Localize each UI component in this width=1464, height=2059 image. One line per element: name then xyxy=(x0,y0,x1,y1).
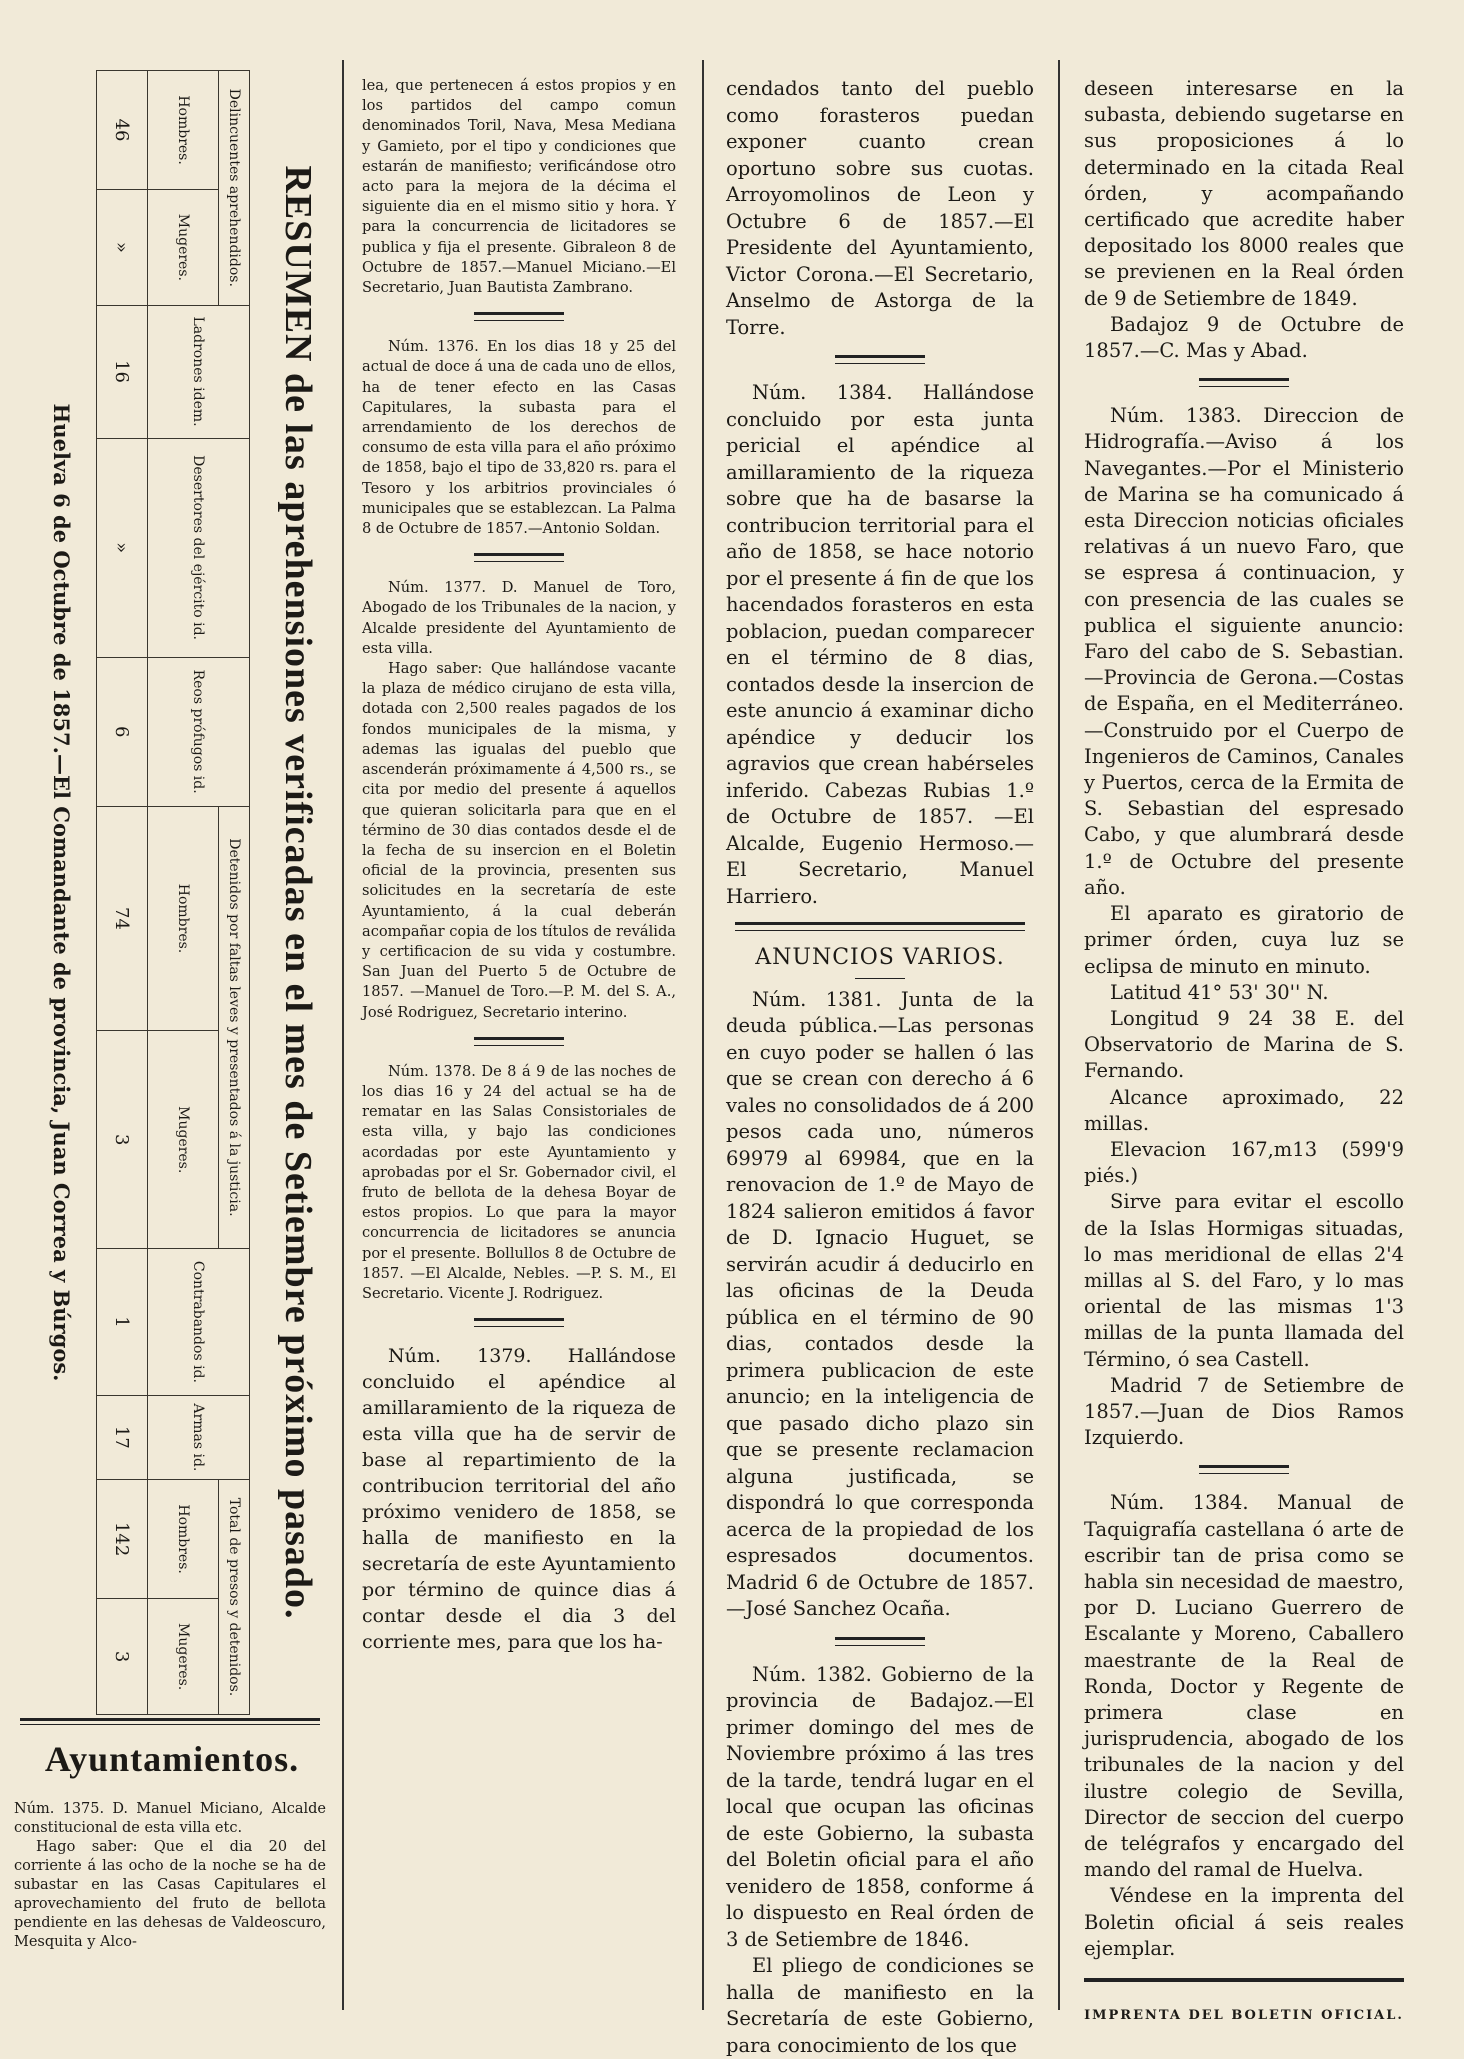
col-header: Contrabandos id. xyxy=(148,1249,250,1396)
notice-1382-end: deseen interesarse en la subasta, debiendo sugetarse en sus proposiciones á lo determinado en la citada Real órden, y acompañando certificado que acredite haber depositado los 8000 reales que se previenen en la Real órden de 9 de Setiembre de 1849. xyxy=(1084,77,1404,310)
faro-latitud: Latitud 41° 53' 30'' N. xyxy=(1110,980,1329,1004)
col-header: Hombres. xyxy=(148,1479,219,1598)
divider xyxy=(1199,1465,1289,1474)
divider xyxy=(474,553,564,562)
value-cell: 3 xyxy=(97,1031,148,1249)
value-cell: 6 xyxy=(97,657,148,806)
notice-1382: Núm. 1382. Gobierno de la provincia de Badajoz.—El primer domingo del mes de Noviembre próximo á las tres de la tarde, tendrá lugar en el local que ocupan las oficinas de este Gobierno, la subasta del Boletin oficial para el año venidero de 1858, conforme á lo dispuesto en Real órden de 3 de Setiembre de 1846. xyxy=(726,1662,1034,1951)
notice-1377-header: Núm. 1377. D. Manuel de Toro, Abogado de los Tribunales de la nacion, y Alcalde presidente del Ayuntamiento de esta villa. xyxy=(362,579,676,657)
notice-1384-venta: Véndese en la imprenta del Boletin oficial á seis reales ejemplar. xyxy=(1084,1884,1404,1960)
value-cell: 16 xyxy=(97,305,148,438)
column-separator xyxy=(1058,60,1060,2010)
column-2 xyxy=(362,76,676,1655)
col-header: Armas id. xyxy=(148,1395,250,1479)
divider xyxy=(474,312,564,321)
divider xyxy=(20,1718,320,1725)
faro-longitud: Longitud 9 24 38 E. del Observatorio de Marina de S. Fernando. xyxy=(1084,1006,1404,1083)
value-cell: 46 xyxy=(97,71,148,190)
col-header: Hombres. xyxy=(148,71,219,190)
col-header: Desertores del ejército id. xyxy=(148,438,250,657)
imprenta-footer: IMPRENTA DEL BOLETIN OFICIAL. xyxy=(1084,2008,1404,2023)
group-total: Total de presos y detenidos. xyxy=(219,1479,250,1714)
group-detenidos: Detenidos por faltas leves y presentados á la justicia. xyxy=(219,806,250,1248)
ayuntamientos-heading: Ayuntamientos. xyxy=(44,1739,300,1779)
divider xyxy=(835,355,925,364)
column-1 xyxy=(12,70,328,2030)
faro-aparato: El aparato es giratorio de primer órden, cuya luz se eclipsa de minuto en minuto. xyxy=(1084,902,1404,978)
divider xyxy=(855,978,905,979)
notice-1377-body: Hago saber: Que hallándose vacante la plaza de médico cirujano de esta villa, dotada con 2,500 reales pagados de los fondos municipales de la misma, y ademas las igualas del pueblo que ascenderán próximamente á 4,500 rs., se cita por medio del presente á aquellos que quieran solicitarla para que en el término de 30 dias contados desde el de la fecha de su insercion en el Boletin oficial de la provincia, presenten sus solicitudes en la secretaría de este Ayuntamiento, á la cual deberán acompañar copia de los títulos de reválida y certificacion de su vida y costumbre. San Juan del Puerto 5 de Octubre de 1857. —Manuel de Toro.—P. M. del S. A., José Rodriguez, Secretario interino. xyxy=(362,660,676,1021)
notice-1375-header: Núm. 1375. D. Manuel Miciano, Alcalde constitucional de esta villa etc. xyxy=(14,1801,326,1836)
faro-sirve: Sirve para evitar el escollo de la Islas Hormigas situadas, lo mas meridional de ellas 2'4 millas al S. del Faro, y lo mas oriental de las mismas 1'3 millas de la punta llamada del Término, ó sea Castell. xyxy=(1084,1190,1404,1371)
resumen-title: RESUMEN de las aprehensiones verificadas en el mes de Setiembre próximo pasado. xyxy=(277,165,319,1620)
resumen-rotated-block xyxy=(12,70,328,1715)
faro-alcance: Alcance aproximado, 22 millas. xyxy=(1084,1085,1404,1135)
col-header: Reos prófugos id. xyxy=(148,657,250,806)
column-separator xyxy=(702,60,704,2010)
notice-1379: Núm. 1379. Hallándose concluido el apéndice al amillaramiento de la riqueza de esta villa que ha de servir de base al repartimiento de la contribucion territorial del año próximo venidero de 1858, se halla de manifiesto en la secretaría de este Ayuntamiento por término de quince dias á contar desde el dia 3 del corriente mes, para que los ha- xyxy=(362,1345,676,1654)
notice-1383-signature: Madrid 7 de Setiembre de 1857.—Juan de Dios Ramos Izquierdo. xyxy=(1084,1373,1404,1450)
notice-1378: Núm. 1378. De 8 á 9 de las noches de los dias 16 y 24 del actual se ha de rematar en las Salas Consistoriales de esta villa, y bajo las condiciones acordadas por este Ayuntamiento y aprobadas por el Sr. Gobernador civil, el fruto de bellota de la dehesa Boyar de estos propios. Lo que para la mayor concurrencia de licitadores se anuncia por el presente. Bollullos 8 de Octubre de 1857. —El Alcalde, Nebles. —P. S. M., El Secretario. Vicente J. Rodriguez. xyxy=(362,1062,676,1302)
notice-1381: Núm. 1381. Junta de la deuda pública.—Las personas en cuyo poder se hallen ó las que se crean con derecho á 6 vales no consolidados de á 200 pesos cada uno, números 69979 al 69984, que en la renovacion de 1.º de Mayo de 1824 salieron emitidos á favor de D. Ignacio Huguet, se servirán acudir á deducirlo en las oficinas de la Deuda pública en el término de 90 dias, contados desde la primera publicacion de este anuncio; en la inteligencia de que pasado dicho plazo sin que se presente reclamacion alguna justificada, se dispondrá lo que corresponda acerca de la propiedad de los espresados documentos. Madrid 6 de Octubre de 1857.—José Sanchez Ocaña. xyxy=(726,987,1034,1620)
faro-elevacion: Elevacion 167,m13 (599'9 piés.) xyxy=(1084,1137,1404,1188)
value-cell: 1 xyxy=(97,1249,148,1396)
resumen-footer: Huelva 6 de Octubre de 1857.—El Comandante de provincia, Juan Correa y Búrgos. xyxy=(49,403,74,1382)
notice-1383: Núm. 1383. Direccion de Hidrografía.—Aviso á los Navegantes.—Por el Ministerio de Marina se ha comunicado á esta Direccion noticias oficiales relativas á un nuevo Faro, que se espresa á continuacion, y con presencia de las cuales se publica el siguiente anuncio: Faro del cabo de S. Sebastian. —Provincia de Gerona.—Costas de España, en el Mediterráneo.—Construido por el Cuerpo de Ingenieros de Caminos, Canales y Puertos, cerca de la Ermita de S. Sebastian del espresado Cabo, y que alumbrará desde 1.º de Octubre del presente año. xyxy=(1084,404,1404,899)
divider xyxy=(474,1037,564,1046)
ayuntamientos-text xyxy=(14,1800,326,1952)
divider xyxy=(474,1318,564,1327)
notice-1375-continued: lea, que pertenecen á estos propios y en los partidos del campo comun denominados Toril, Nava, Mesa Mediana y Gamieto, por el tipo y condiciones que estarán de manifiesto; verificándose otro acto para la mejora de la décima el siguiente dia en el mismo sitio y hora. Y para la concurrencia de licitadores se publica y fija el presente. Gibraleon 8 de Octubre de 1857.—Manuel Miciano.—El Secretario, Juan Bautista Zambrano. xyxy=(362,77,676,297)
col-header: Hombres. xyxy=(148,806,219,1031)
notice-1379-continued: cendados tanto del pueblo como forasteros puedan exponer cuanto crean oportuno sobre sus cuotas. Arroyomolinos de Leon y Octubre 6 de 1857.—El Presidente del Ayuntamiento, Victor Corona.—El Secretario, Anselmo de Astorga de la Torre. xyxy=(726,77,1034,339)
notice-1375-body: Hago saber: Que el dia 20 del corriente á las ocho de la noche se ha de subastar en las Casas Capitulares el aprovechamiento del fruto de bellota pendiente en las dehesas de Valdeoscuro, Mesquita y Alco- xyxy=(14,1839,326,1950)
group-delincuentes: Delincuentes aprehendidos. xyxy=(219,71,250,306)
notice-1376: Núm. 1376. En los dias 18 y 25 del actual de doce á una de cada uno de ellos, ha de tener efecto en las Casas Capitulares, la subasta para el arrendamiento de los derechos de consumo de esta villa para el año próximo de 1858, bajo el tipo de 33,820 rs. para el Tesoro y los arbitrios provinciales ó municipales que se establezcan. La Palma 8 de Octubre de 1857.—Antonio Soldan. xyxy=(362,338,676,538)
column-3 xyxy=(726,76,1034,2059)
notice-1382-continued: El pliego de condiciones se halla de manifiesto en la Secretaría de este Gobierno, para conocimiento de los que xyxy=(726,1954,1034,2057)
col-header: Mugeres. xyxy=(148,190,219,306)
value-cell: » xyxy=(97,190,148,306)
value-cell: 74 xyxy=(97,806,148,1031)
divider xyxy=(1199,378,1289,387)
col-header: Mugeres. xyxy=(148,1031,219,1249)
resumen-table xyxy=(96,70,250,1715)
value-cell: 142 xyxy=(97,1479,148,1598)
notice-1382-signature: Badajoz 9 de Octubre de 1857.—C. Mas y Abad. xyxy=(1084,312,1404,363)
col-header: Ladrones idem. xyxy=(148,305,250,438)
value-cell: 17 xyxy=(97,1395,148,1479)
divider xyxy=(735,922,1025,931)
anuncios-varios-heading: ANUNCIOS VARIOS. xyxy=(755,945,1005,970)
divider xyxy=(835,1637,925,1646)
value-cell: 3 xyxy=(97,1599,148,1715)
notice-1384-taquigrafia: Núm. 1384. Manual de Taquigrafía castellana ó arte de escribir tan de prisa como se habla sin necesidad de maestro, por D. Luciano Guerrero de Escalante y Moreno, Caballero maestrante de la Real de Ronda, Doctor y Regente de primera clase en jurisprudencia, abogado de los tribunales de la nacion y del ilustre colegio de Sevilla, Director de seccion del cuerpo de telégrafos y encargado del mando del ramal de Huelva. xyxy=(1084,1491,1404,1882)
col-header: Mugeres. xyxy=(148,1599,219,1715)
divider xyxy=(1084,1978,1404,1982)
notice-1384-cabezas: Núm. 1384. Hallándose concluido por esta junta pericial el apéndice al amillaramiento de la riqueza sobre que ha de basarse la contribucion territorial para el año de 1858, se hace notorio por el presente á fin de que los hacendados forasteros en esta poblacion, puedan comparecer en el término de 8 dias, contados desde la insercion de este anuncio á examinar dicho apéndice y deducir los agravios que crean habérseles inferido. Cabezas Rubias 1.º de Octubre de 1857. —El Alcalde, Eugenio Hermoso.—El Secretario, Manuel Harriero. xyxy=(726,381,1034,908)
column-4 xyxy=(1084,76,1404,1982)
value-cell: » xyxy=(97,438,148,657)
column-separator xyxy=(342,60,344,2010)
